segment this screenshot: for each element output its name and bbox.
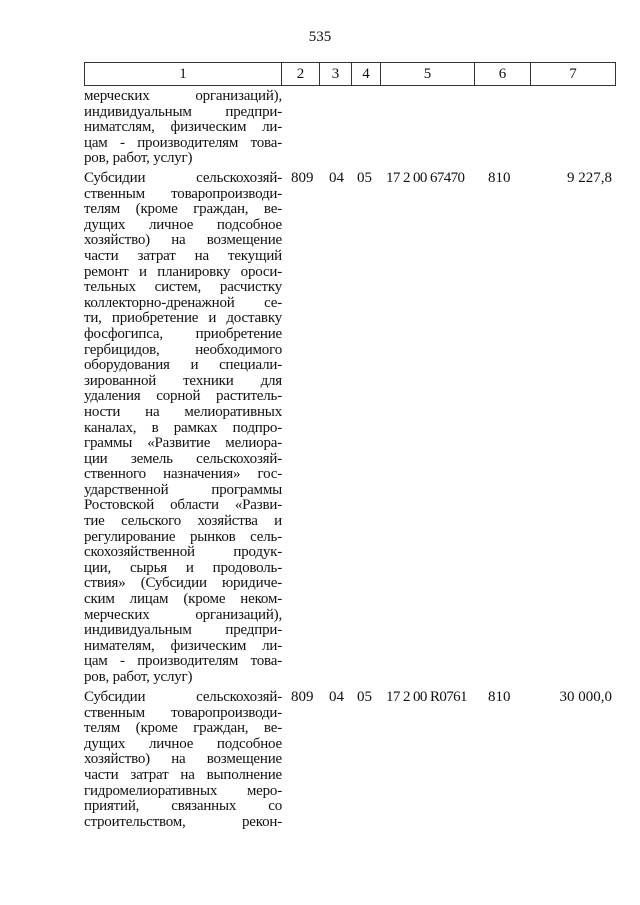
description-line: ударственной программы bbox=[84, 481, 282, 498]
description-line: Ростовской области «Разви- bbox=[84, 497, 282, 514]
description-line: хозяйство) на возмещение bbox=[84, 751, 282, 768]
description-line: ственного назначения» гос- bbox=[84, 466, 282, 483]
description-line: телям (кроме граждан, ве- bbox=[84, 201, 282, 218]
description-line: телям (кроме граждан, ве- bbox=[84, 720, 282, 737]
description-line: ров, работ, услуг) bbox=[84, 150, 193, 167]
description-line: гидромелиоративных меро- bbox=[84, 782, 282, 799]
row-description bbox=[84, 690, 282, 830]
description-line: удаления сорной раститель- bbox=[84, 388, 282, 405]
header-col-4: 4 bbox=[352, 63, 381, 86]
description-line: ским лицам (кроме неком- bbox=[84, 591, 282, 608]
description-line: ции, сырья и продоволь- bbox=[84, 559, 282, 576]
description-line: граммы «Развитие мелиора- bbox=[84, 435, 282, 452]
description-line: части затрат на выполнение bbox=[84, 766, 282, 783]
header-col-5: 5 bbox=[381, 63, 475, 86]
description-line: ремонт и планировку ороси- bbox=[84, 263, 282, 280]
cell-col-3: 04 bbox=[329, 170, 344, 186]
description-line: хозяйство) на возмещение bbox=[84, 232, 282, 249]
description-line: ственным товаропроизводи- bbox=[84, 185, 282, 202]
cell-col-2: 809 bbox=[291, 170, 314, 186]
cell-col-5: 17 2 00 67470 bbox=[386, 170, 465, 186]
table-header bbox=[84, 62, 616, 86]
description-line: регулирование рынков сель- bbox=[84, 528, 282, 545]
row-description bbox=[84, 89, 282, 167]
description-line: Субсидии сельскохозяй- bbox=[84, 689, 282, 705]
description-line: фосфогипса, приобретение bbox=[84, 325, 282, 342]
description-line: цам - производителям това- bbox=[84, 653, 282, 670]
description-line: ти, приобретение и доставку bbox=[84, 310, 282, 327]
description-line: гербицидов, необходимого bbox=[84, 341, 282, 358]
row-description bbox=[84, 171, 282, 686]
cell-col-4: 05 bbox=[357, 170, 372, 186]
cell-col-2: 809 bbox=[291, 689, 314, 705]
description-line: мерческих организаций), bbox=[84, 606, 282, 623]
cell-col-4: 05 bbox=[357, 689, 372, 705]
description-line: ции земель сельскохозяй- bbox=[84, 450, 282, 467]
description-line: части затрат на текущий bbox=[84, 247, 282, 264]
description-line: мерческих организаций), bbox=[84, 88, 282, 104]
page-number: 535 bbox=[308, 29, 332, 45]
description-line: оборудования и специали- bbox=[84, 357, 282, 374]
description-line: скохозяйственной продук- bbox=[84, 544, 282, 561]
description-line: зированной техники для bbox=[84, 372, 282, 389]
description-line: каналах, в рамках подпро- bbox=[84, 419, 282, 436]
cell-col-3: 04 bbox=[329, 689, 344, 705]
description-line: Субсидии сельскохозяй- bbox=[84, 170, 282, 186]
description-line: дущих личное подсобное bbox=[84, 735, 282, 752]
description-line: нимателям, физическим ли- bbox=[84, 637, 282, 654]
description-line: индивидуальным предпри- bbox=[84, 103, 282, 120]
description-line: строительством, рекон- bbox=[84, 813, 282, 830]
description-line: тельных систем, расчистку bbox=[84, 279, 282, 296]
description-line: ственным товаропроизводи- bbox=[84, 704, 282, 721]
cell-col-6: 810 bbox=[488, 170, 511, 186]
cell-col-5: 17 2 00 R0761 bbox=[386, 689, 467, 705]
header-col-1: 1 bbox=[85, 63, 282, 86]
header-col-3: 3 bbox=[320, 63, 352, 86]
description-line: цам - производителям това- bbox=[84, 134, 282, 151]
description-line: тие сельского хозяйства и bbox=[84, 513, 282, 530]
header-col-6: 6 bbox=[475, 63, 531, 86]
description-line: ров, работ, услуг) bbox=[84, 669, 193, 685]
description-line: индивидуальным предпри- bbox=[84, 622, 282, 639]
header-col-7: 7 bbox=[531, 63, 616, 86]
description-line: ниматслям, физическим ли- bbox=[84, 119, 282, 136]
description-line: ствия» (Субсидии юридиче- bbox=[84, 575, 282, 592]
cell-col-7: 9 227,8 bbox=[567, 170, 612, 186]
description-line: ности на мелиоративных bbox=[84, 403, 282, 420]
description-line: коллекторно-дренажной се- bbox=[84, 294, 282, 311]
header-col-2: 2 bbox=[282, 63, 320, 86]
cell-col-7: 30 000,0 bbox=[559, 689, 612, 705]
cell-col-6: 810 bbox=[488, 689, 511, 705]
description-line: дущих личное подсобное bbox=[84, 216, 282, 233]
description-line: приятий, связанных со bbox=[84, 798, 282, 815]
